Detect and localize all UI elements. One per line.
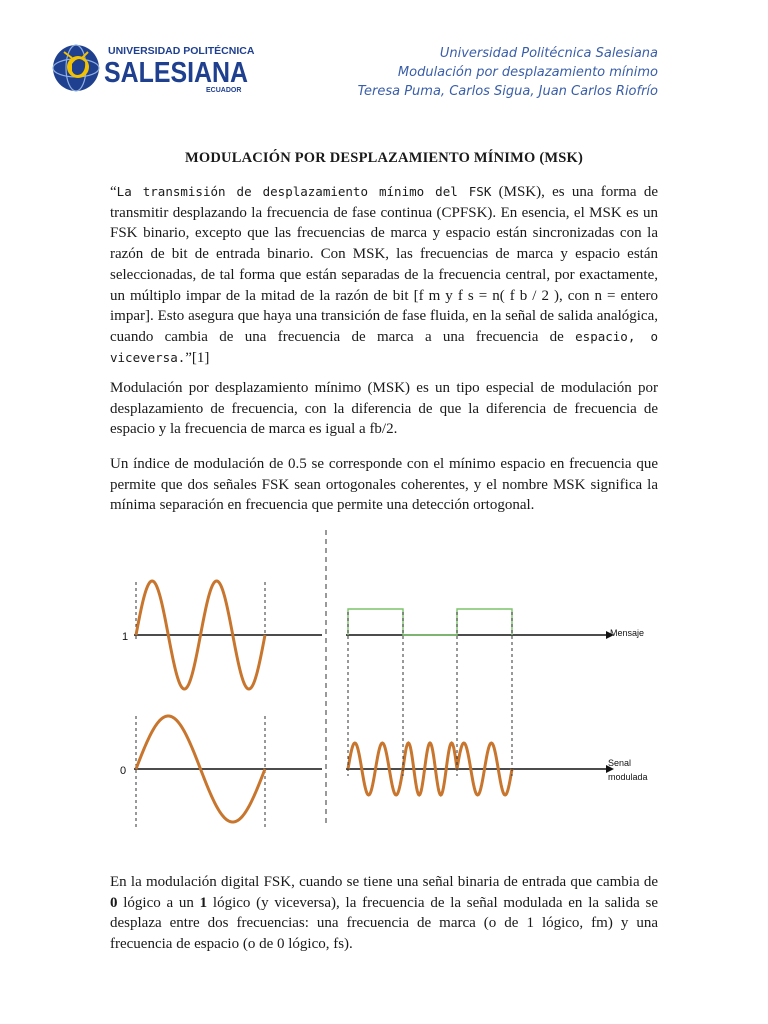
header-university: Universidad Politécnica Salesiana bbox=[439, 46, 658, 61]
fsk-text-d: lógico (y viceversa), la frecuencia de la señal modulada en la salida se desplaza entre dos frecuencias: una frecuencia de marca (o de 1 lógico, fm) y una frecuencia de espacio (o de 0 lógico, fs). bbox=[110, 894, 659, 953]
fsk-text-c: lógico a un bbox=[117, 894, 200, 911]
fsk-figure bbox=[110, 526, 700, 862]
university-logo bbox=[52, 40, 255, 96]
paragraph-fsk-explanation bbox=[110, 872, 658, 955]
header-topic: Modulación por desplazamiento mínimo bbox=[397, 65, 658, 80]
label-modulada: modulada bbox=[608, 772, 648, 782]
paragraph-modulation-index: Un índice de modulación de 0.5 se corresponde con el mínimo espacio en frecuencia que permite que dos señales FSK sean ortogonales coherentes, y el nombre MSK significa la mínima separación en frecuencia que permite una detección ortogonal. bbox=[110, 456, 658, 514]
header-authors: Teresa Puma, Carlos Sigua, Juan Carlos Riofrío bbox=[357, 84, 658, 99]
label-zero: 0 bbox=[120, 765, 127, 777]
label-senal: Senal bbox=[608, 758, 632, 768]
page-title: MODULACIÓN POR DESPLAZAMIENTO MÍNIMO (MSK) bbox=[184, 150, 584, 166]
quote-mono-start: La transmisión de desplazamiento mínimo del FSK bbox=[116, 184, 492, 199]
bold-one: 1 bbox=[199, 894, 208, 911]
logo-sub-text: ECUADOR bbox=[206, 87, 242, 94]
fsk-text-a: En la modulación digital FSK, cuando se tiene una señal binaria de entrada que cambia de bbox=[110, 874, 658, 890]
page-header bbox=[358, 44, 658, 101]
label-one: 1 bbox=[122, 631, 129, 643]
open-quote: “ bbox=[110, 184, 117, 200]
quote-mono-end: espacio, o viceversa. bbox=[110, 328, 658, 365]
paragraph-msk-definition: Modulación por desplazamiento mínimo (MSK) es un tipo especial de modulación por desplazamiento de frecuencia, con la diferencia de que la diferencia de frecuencia de espacio y la frecuencia de marca es igual a fb/2. bbox=[110, 380, 658, 438]
quote-body: (MSK), es una forma de transmitir desplazando la frecuencia de fase continua (CPFSK). En esencia, el MSK es un FSK binario, excepto que las frecuencias de marca y espacio están sincronizadas con la razón de bit de entrada binario. Con MSK, las frecuencias de marca y espacio están seleccionadas, de tal forma que están separadas de la frecuencia central, por exactamente, un múltiplo impar de la mitad de la razón de bit [f m y f s = n( f b / 2 ), con n = entero impar]. Esto asegura que haya una transición de fase fluida, en la señal de salida analógica, cuando cambia de una frecuencia de marca a una frecuencia de bbox=[110, 184, 658, 345]
bold-zero: 0 bbox=[110, 894, 118, 911]
paragraph-quote bbox=[110, 182, 658, 368]
quote-citation: ”[1] bbox=[185, 349, 210, 366]
label-mensaje: Mensaje bbox=[610, 628, 645, 638]
message-signal bbox=[348, 609, 512, 635]
logo-main-text: SALESIANA bbox=[104, 57, 249, 89]
logo-top-text: UNIVERSIDAD POLITÉCNICA bbox=[108, 45, 255, 57]
